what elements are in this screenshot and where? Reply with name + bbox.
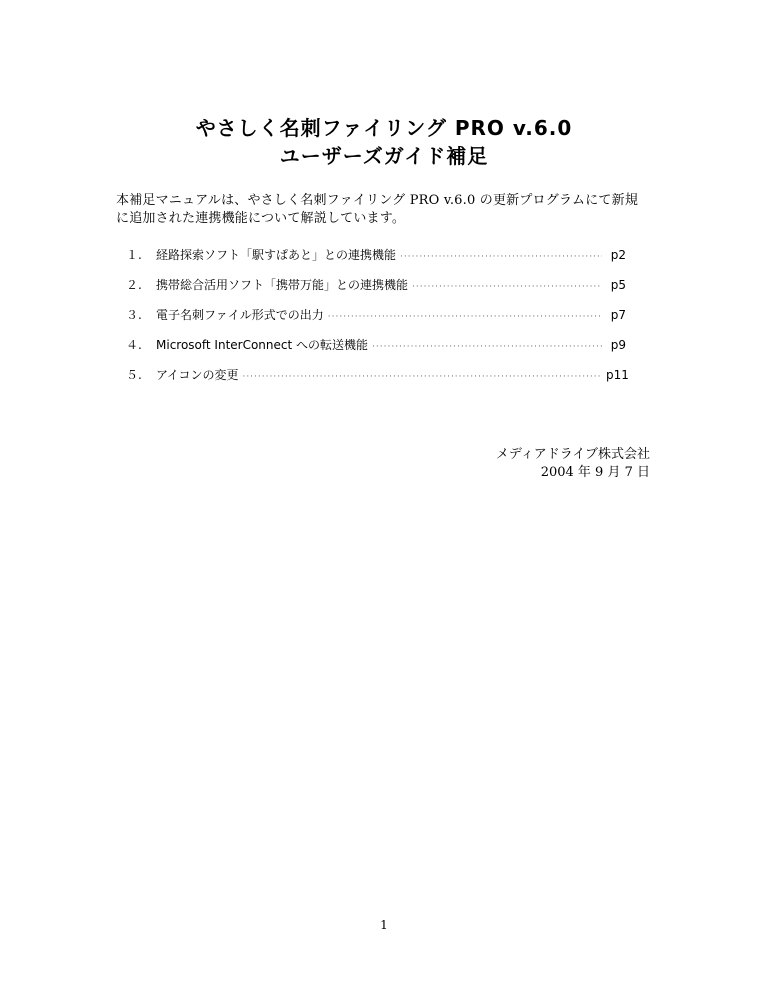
title-line-1: やさしく名刺ファイリング PRO v.6.0 (195, 116, 573, 140)
toc-item-number: ４. (126, 338, 142, 352)
signature-block (496, 446, 650, 482)
toc-item (126, 360, 629, 390)
toc-leader-dots (400, 242, 602, 272)
toc-item-label: 経路探索ソフト「駅すぱあと」との連携機能 (156, 248, 397, 262)
toc-item-number: １. (126, 248, 142, 262)
toc-item (126, 300, 626, 330)
company-name: メディアドライブ株式会社 (495, 447, 650, 462)
toc-item-label: アイコンの変更 (156, 368, 239, 382)
intro-line-2: に追加された連携機能について解説しています。 (116, 211, 406, 226)
table-of-contents (126, 240, 629, 390)
toc-leader-dots (242, 362, 602, 392)
toc-item-number: ２. (126, 278, 142, 292)
toc-item (126, 240, 626, 270)
toc-item-page: p11 (606, 368, 629, 382)
document-title (0, 114, 768, 170)
toc-item-page: p9 (610, 338, 626, 352)
toc-item-page: p5 (610, 278, 626, 292)
toc-item-page: p2 (610, 248, 626, 262)
toc-item-number: ５. (126, 368, 142, 382)
toc-item-label: 携帯総合活用ソフト「携帯万能」との連携機能 (156, 278, 409, 292)
toc-item-label: Microsoft InterConnect への転送機能 (156, 338, 369, 352)
toc-item-page: p7 (610, 308, 626, 322)
intro-line-1: 本補足マニュアルは、やさしく名刺ファイリング PRO v.6.0 の更新プログラムにて新規 (116, 193, 639, 208)
toc-leader-dots (372, 332, 602, 362)
toc-item-number: ３. (126, 308, 142, 322)
toc-item (126, 270, 626, 300)
title-line-2: ユーザーズガイド補足 (279, 144, 489, 168)
toc-item-label: 電子名刺ファイル形式での出力 (156, 308, 324, 322)
document-date: 2004 年 9 月 7 日 (540, 465, 650, 480)
page-number: 1 (380, 918, 388, 932)
toc-leader-dots (412, 272, 602, 302)
intro-paragraph (116, 192, 656, 228)
toc-leader-dots (328, 302, 602, 332)
toc-item (126, 330, 626, 360)
